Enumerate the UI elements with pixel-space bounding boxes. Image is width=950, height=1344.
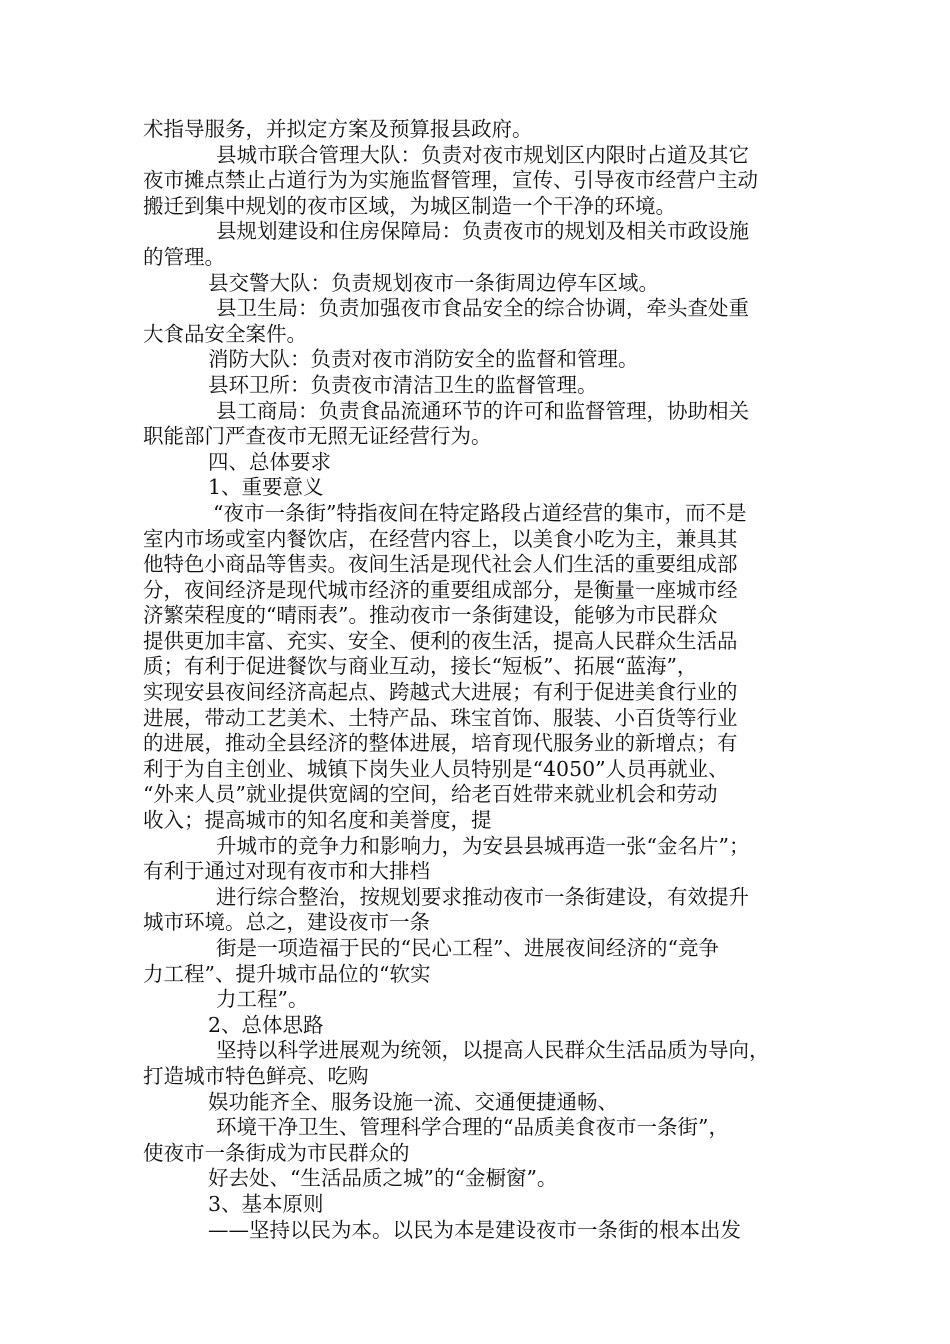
paragraph-line: “夜市一条街”特指夜间在特定路段占道经营的集市，而不是 (213, 500, 747, 525)
paragraph-line: 县交警大队：负责规划夜市一条街周边停车区域。 (208, 270, 659, 295)
text-line: 力工程”、提升城市品位的“软实 (143, 961, 431, 986)
text-line: 的管理。 (143, 244, 225, 269)
text-line: 实现安县夜间经济高起点、跨越式大进展；有利于促进美食行业的 (143, 680, 738, 705)
subsection-heading: 3、基本原则 (208, 1191, 324, 1216)
paragraph-line: 力工程”。 (216, 987, 309, 1012)
text-line: 收入；提高城市的知名度和美誉度，提 (143, 808, 492, 833)
paragraph-line: ——坚持以民为本。以民为本是建设夜市一条街的根本出发 (208, 1217, 741, 1242)
text-line: 分，夜间经济是现代城市经济的重要组成部分，是衡量一座城市经 (143, 577, 738, 602)
text-line: 职能部门严查夜市无照无证经营行为。 (143, 424, 492, 449)
subsection-heading: 2、总体思路 (208, 1012, 324, 1037)
paragraph-line: 消防大队：负责对夜市消防安全的监督和管理。 (208, 347, 639, 372)
text-line: 提供更加丰富、充实、安全、便利的夜生活，提高人民群众生活品 (143, 628, 738, 653)
paragraph-line: 进行综合整治，按规划要求推动夜市一条街建设，有效提升 (216, 884, 749, 909)
paragraph-line: 县城市联合管理大队：负责对夜市规划区内限时占道及其它 (216, 142, 749, 167)
paragraph-line: 好去处、“生活品质之城”的“金橱窗”。 (208, 1166, 558, 1191)
text-line: 有利于通过对现有夜市和大排档 (143, 859, 430, 884)
text-line: 的进展，推动全县经济的整体进展，培育现代服务业的新增点；有 (143, 731, 738, 756)
document-body (143, 117, 823, 1243)
paragraph-line: 街是一项造福于民的“民心工程”、进展夜间经济的“竞争 (216, 936, 719, 960)
text-line: 夜市摊点禁止占道行为为实施监督管理，宣传、引导夜市经营户主动 (143, 168, 758, 193)
text-line: “外来人员”就业提供宽阔的空间，给老百姓带来就业机会和劳动 (143, 782, 718, 807)
text-line: 质；有利于促进餐饮与商业互动，接长“短板”、拓展“蓝海”， (143, 654, 698, 679)
paragraph-line: 娱功能齐全、服务设施一流、交通便捷通畅、 (208, 1089, 618, 1114)
section-heading: 四、总体要求 (208, 449, 331, 474)
text-line: 利于为自主创业、城镇下岗失业人员特别是“4050”人员再就业、 (143, 756, 729, 781)
subsection-heading: 1、重要意义 (208, 475, 324, 500)
paragraph-line: 县环卫所：负责夜市清洁卫生的监督管理。 (208, 372, 598, 397)
text-line: 搬迁到集中规划的夜市区域，为城区制造一个干净的环境。 (143, 193, 676, 218)
text-line: 城市环境。总之，建设夜市一条 (143, 910, 430, 935)
text-line: 术指导服务，并拟定方案及预算报县政府。 (143, 117, 533, 141)
paragraph-line: 环境干净卫生、管理科学合理的“品质美食夜市一条街”， (216, 1115, 729, 1140)
paragraph-line: 坚持以科学进展观为统领，以提高人民群众生活品质为导向， (216, 1038, 770, 1063)
text-line: 打造城市特色鲜亮、吃购 (143, 1063, 369, 1088)
paragraph-line: 县工商局：负责食品流通环节的许可和监督管理，协助相关 (216, 398, 749, 423)
text-line: 室内市场或室内餐饮店，在经营内容上，以美食小吃为主，兼具其 (143, 526, 738, 551)
text-line: 他特色小商品等售卖。夜间生活是现代社会人们生活的重要组成部 (143, 552, 738, 577)
paragraph-line: 县卫生局：负责加强夜市食品安全的综合协调，牵头查处重 (216, 296, 749, 321)
text-line: 进展，带动工艺美术、土特产品、珠宝首饰、服装、小百货等行业 (143, 705, 738, 730)
text-line: 使夜市一条街成为市民群众的 (143, 1140, 410, 1165)
text-line: 济繁荣程度的“晴雨表”。推动夜市一条街建设，能够为市民群众 (143, 603, 718, 628)
text-line: 大食品安全案件。 (143, 321, 307, 346)
paragraph-line: 县规划建设和住房保障局：负责夜市的规划及相关市政设施 (216, 219, 749, 244)
paragraph-line: 升城市的竞争力和影响力，为安县县城再造一张“金名片”； (216, 833, 750, 858)
